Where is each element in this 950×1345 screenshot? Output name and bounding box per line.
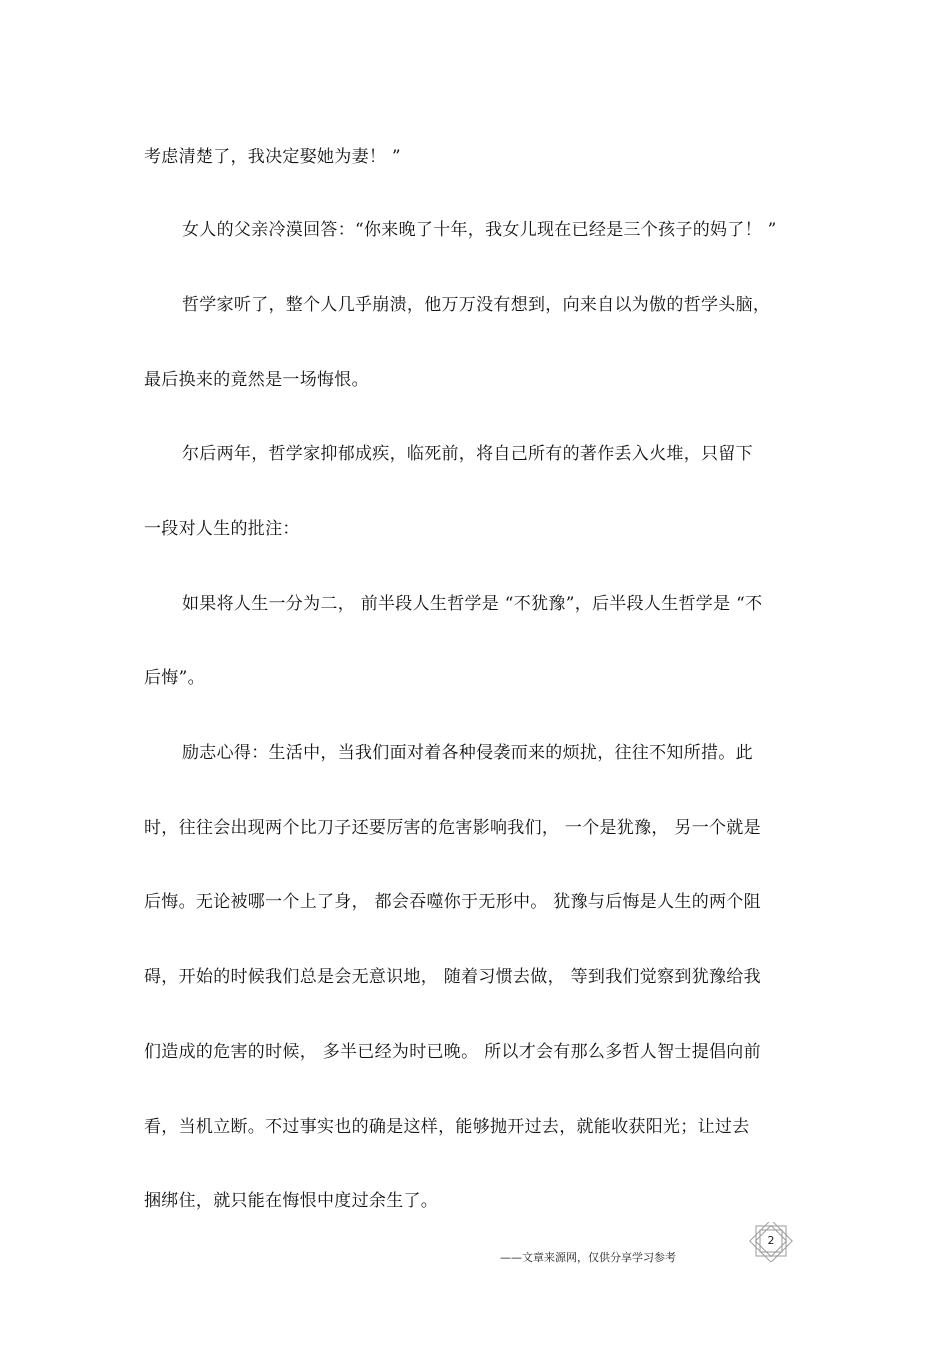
text-line: 看，当机立断。不过事实也的确是这样，能够抛开过去，就能收获阳光；让过去 (144, 1117, 750, 1137)
text-line: 碍，开始的时候我们总是会无意识地， 随着习惯去做， 等到我们觉察到犹豫给我 (144, 967, 761, 987)
text-line: 如果将人生一分为二， 前半段人生哲学是 “不犹豫”，后半段人生哲学是 “不 (182, 594, 763, 614)
text-line: 女人的父亲冷漠回答：“你来晚了十年，我女儿现在已经是三个孩子的妈了！ ” (182, 220, 777, 240)
text-line: 捆绑住，就只能在悔恨中度过余生了。 (144, 1191, 439, 1211)
text-line: 们造成的危害的时候， 多半已经为时已晚。 所以才会有那么多哲人智士提倡向前 (144, 1042, 761, 1062)
text-line: 尔后两年，哲学家抑郁成疾，临死前，将自己所有的著作丢入火堆，只留下 (182, 444, 753, 464)
text-line: 后悔”。 (144, 668, 205, 688)
text-line: 一段对人生的批注： (144, 519, 300, 539)
text-line: 时，往往会出现两个比刀子还要厉害的危害影响我们， 一个是犹豫， 另一个就是 (144, 818, 761, 838)
page-number: 2 (767, 1234, 775, 1247)
text-line: 哲学家听了，整个人几乎崩溃，他万万没有想到，向来自以为傲的哲学头脑， (182, 295, 771, 315)
text-line: 考虑清楚了，我决定娶她为妻！ ” (144, 147, 401, 167)
text-line: 后悔。无论被哪一个上了身， 都会吞噬你于无形中。 犹豫与后悔是人生的两个阻 (144, 892, 761, 912)
source-note: ——文章来源网，仅供分享学习参考 (500, 1251, 676, 1264)
text-line: 励志心得：生活中，当我们面对着各种侵袭而来的烦扰，往往不知所措。此 (182, 743, 753, 763)
text-line: 最后换来的竟然是一场悔恨。 (144, 370, 369, 390)
